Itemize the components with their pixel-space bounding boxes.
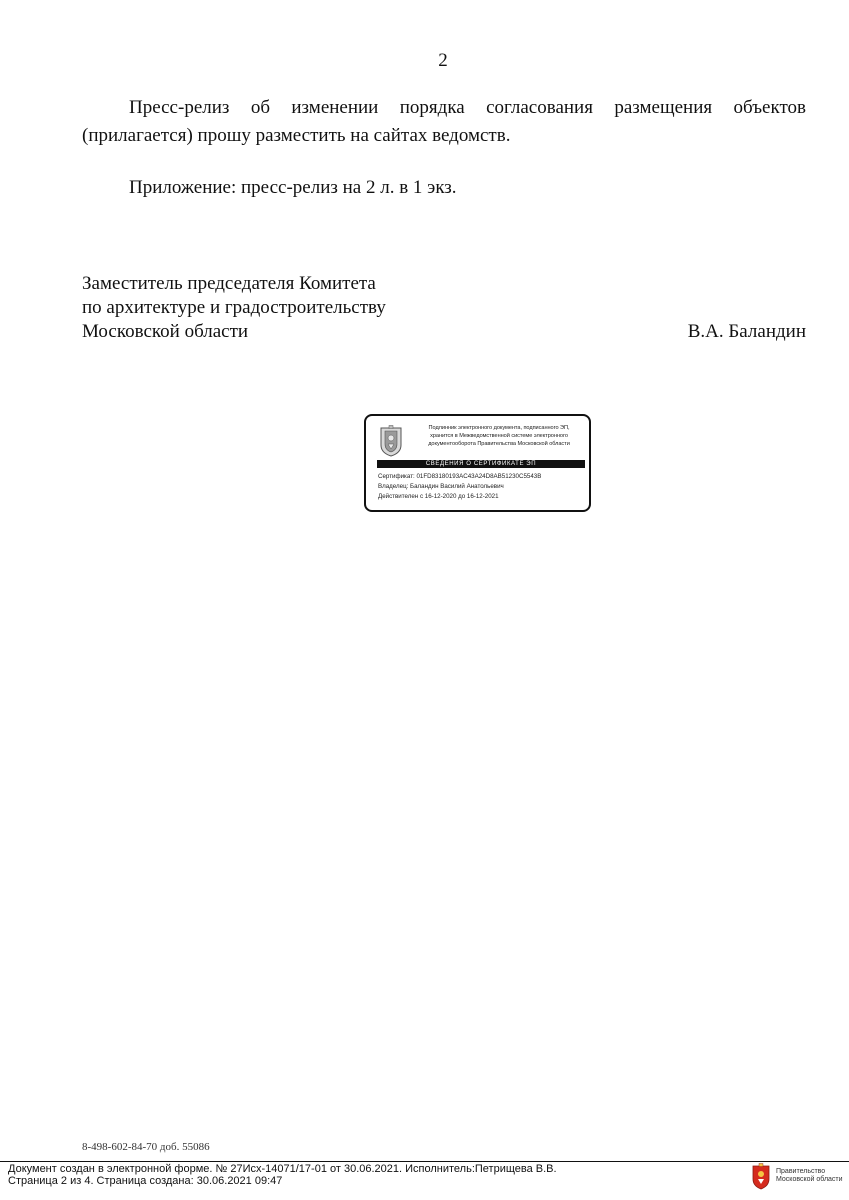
signer-position-line: по архитектуре и градостроительству	[82, 297, 386, 318]
stamp-header	[410, 424, 588, 448]
footer-divider	[0, 1161, 849, 1162]
stamp-header-line: Подлинник электронного документа, подписанного ЭП,	[428, 425, 570, 431]
stamp-header-line: хранится в Межведомственной системе электронного	[430, 433, 568, 439]
signer-position-line: Заместитель председателя Комитета	[82, 273, 376, 294]
stamp-certificate-bar: СВЕДЕНИЯ О СЕРТИФИКАТЕ ЭП	[377, 460, 585, 468]
government-logo	[750, 1163, 845, 1193]
signer-name: В.А. Баландин	[687, 321, 806, 342]
coat-of-arms-icon	[750, 1163, 772, 1190]
logo-text-line: Правительство	[776, 1168, 826, 1175]
signer-position-line: Московской области	[82, 321, 249, 342]
signature-block	[82, 272, 806, 344]
electronic-signature-stamp	[364, 414, 591, 512]
stamp-certificate-number: Сертификат: 01FD83180193AC43A24D8AB51230C5543B	[378, 473, 542, 480]
stamp-validity: Действителен с 16-12-2020 до 16-12-2021	[378, 493, 499, 500]
stamp-header-line: документооборота Правительства Московской области	[428, 441, 570, 447]
page-number: 2	[438, 50, 448, 71]
coat-of-arms-icon	[377, 425, 405, 458]
logo-text-line: Московской области	[776, 1176, 843, 1183]
body-paragraph-attachment: Приложение: пресс-релиз на 2 л. в 1 экз.	[129, 177, 457, 198]
government-logo-text	[776, 1168, 843, 1184]
footer-document-info: Документ создан в электронной форме. № 27Исх-14071/17-01 от 30.06.2021. Исполнитель:Петрищева В.В.	[8, 1163, 557, 1175]
stamp-details	[378, 472, 541, 502]
footer-page-info: Страница 2 из 4. Страница создана: 30.06.2021 09:47	[8, 1175, 283, 1187]
document-footer	[8, 1163, 557, 1187]
body-paragraph-press-release: Пресс-релиз об изменении порядка согласования размещения объектов (прилагается) прошу разместить на сайтах ведомств.	[82, 97, 806, 146]
contact-phone: 8-498-602-84-70 доб. 55086	[82, 1141, 210, 1153]
stamp-owner: Владелец: Баландин Василий Анатольевич	[378, 483, 504, 490]
